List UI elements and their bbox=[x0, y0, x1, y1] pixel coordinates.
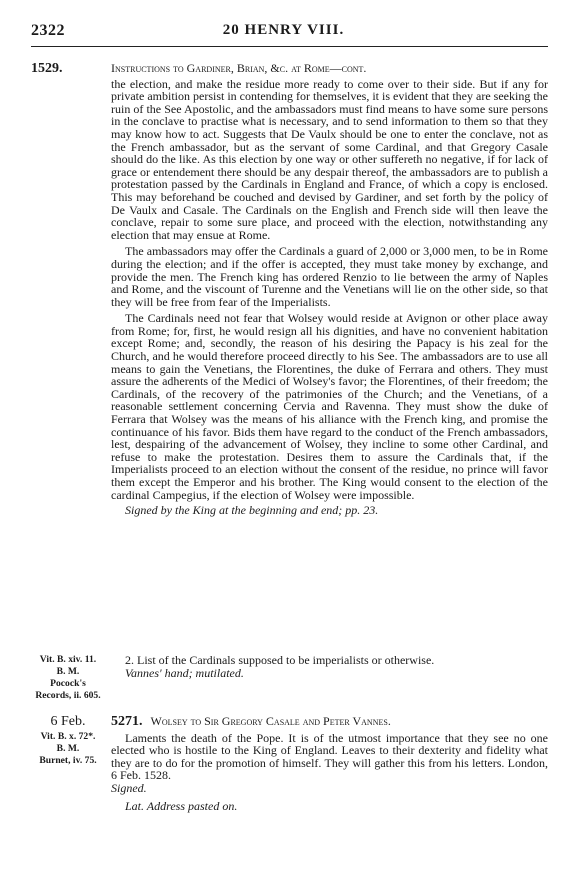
doc2-ref: Vit. B. xiv. 11. bbox=[39, 654, 97, 665]
page-number: 2322 bbox=[31, 22, 65, 39]
doc1-paragraph: The Cardinals need not fear that Wolsey would reside at Avignon or other place away from Rome; for, first, he would resign all his dignities, and have no convenient habitation except Rome; and, secondly, the reason of his desiring the Papacy is his zeal for the Church, and he would therefore proceed directly to his See. The ambassadors are to use all means to gain the Venetians, the Florentines, the duke of Ferrara and others. They must assure the adherents of the Medici of Wolsey's favor; the Florentines, of their freedom; the Cardinals, of the recovery of the patrimonies of the Church; and the Venetians, of a reasonable settlement concerning Cervia and Ravenna. They must show the duke of Ferrara that Wolsey was the means of his alliance with the French king, and promise the continuance of his favor. Bids them have regard to the conduct of the French ambassadors, lest, despairing of the advancement of Wolsey, they incline to some other Cardinal, and refuse to make the protestation. Desires them to assure the Cardinals that, if the Imperialists proceed to an election without the consent of the residue, no prince will favor them except the Emperor and his brother. The King would consent to the election of the cardinal Campegius, if the election of Wolsey were impossible. bbox=[111, 311, 548, 502]
doc3-title: Wolsey to Sir Gregory Casale and Peter Vannes. bbox=[150, 714, 391, 728]
header-rule bbox=[31, 46, 548, 47]
doc3-ref: Vit. B. x. 72*. bbox=[40, 731, 96, 742]
doc2-entry bbox=[111, 654, 548, 679]
doc3-text: Laments the death of the Pope. It is of the utmost importance that they see no one elected who is hostile to the King of England. Leaves to their dexterity and fidelity what they are to do for the promotion of himself. They will gather this from his letters. London, 6 Feb. 1528. bbox=[111, 730, 548, 783]
doc3-note: Lat. Address pasted on. bbox=[125, 798, 238, 813]
doc3-refs bbox=[31, 731, 105, 767]
doc3-ref: Burnet, iv. 75. bbox=[39, 755, 97, 766]
doc1-paragraph: The ambassadors may offer the Cardinals a guard of 2,000 or 3,000 men, to be in Rome during the election; and if the offer is accepted, they must take money by exchange, and provide the men. The French king has ordered Renzio to lie between the army of Naples and Rome, and the viscount of Turenne and the Venetians will lie on the other side, so that they will be free from fear of the Imperialists. bbox=[111, 244, 548, 309]
doc3-heading bbox=[111, 715, 548, 729]
doc3-number: 5271. bbox=[111, 714, 143, 729]
doc2-note: Vannes' hand; mutilated. bbox=[125, 665, 244, 680]
doc3-date: 6 Feb. bbox=[50, 714, 86, 729]
doc1-entry bbox=[111, 62, 548, 517]
doc3-ref: B. M. bbox=[56, 743, 80, 754]
doc2-ref: B. M. bbox=[56, 666, 80, 677]
doc2-refs bbox=[31, 654, 105, 702]
doc1-title: Instructions to Gardiner, Brian, &c. at Rome—cont. bbox=[111, 61, 367, 75]
doc2-text: 2. List of the Cardinals supposed to be imperialists or otherwise. bbox=[125, 653, 435, 667]
year-marker: 1529. bbox=[31, 61, 63, 76]
doc1-signed: Signed by the King at the beginning and end; pp. 23. bbox=[125, 503, 379, 518]
doc3-entry bbox=[111, 715, 548, 812]
doc2-ref: Pocock's Records, ii. 605. bbox=[35, 678, 101, 701]
doc3-signed: Signed. bbox=[111, 780, 147, 795]
doc1-paragraph: the election, and make the residue more ready to come over to their side. But if any for private ambition persist in contending for themselves, it is evident that they are seeking the ruin of the See Apostolic, and the ambassadors must find means to have some sure persons in the conclave to practise what is necessary, and to send information to them so that they may know how to act. Suggests that De Vaulx should be one to enter the conclave, not as the French ambassador, but as the servant of some Cardinal, and that Gregory Casale should do the like. As this election by one way or other suffereth no negative, if for lack of grace or entendement there should be any despair thereof, the ambassadors are to publish a protestation passed by the Cardinals in England and France, of which a copy is enclosed. This may beforehand be couched and devised by Gardiner, and set forth by the policy of De Vaulx and Casale. The Cardinals on the English and French side will then leave the conclave, repair to some sure place, and proceed with the election, notwithstanding any election that may ensue at Rome. bbox=[111, 76, 548, 242]
running-head: 20 HENRY VIII. bbox=[222, 22, 345, 38]
